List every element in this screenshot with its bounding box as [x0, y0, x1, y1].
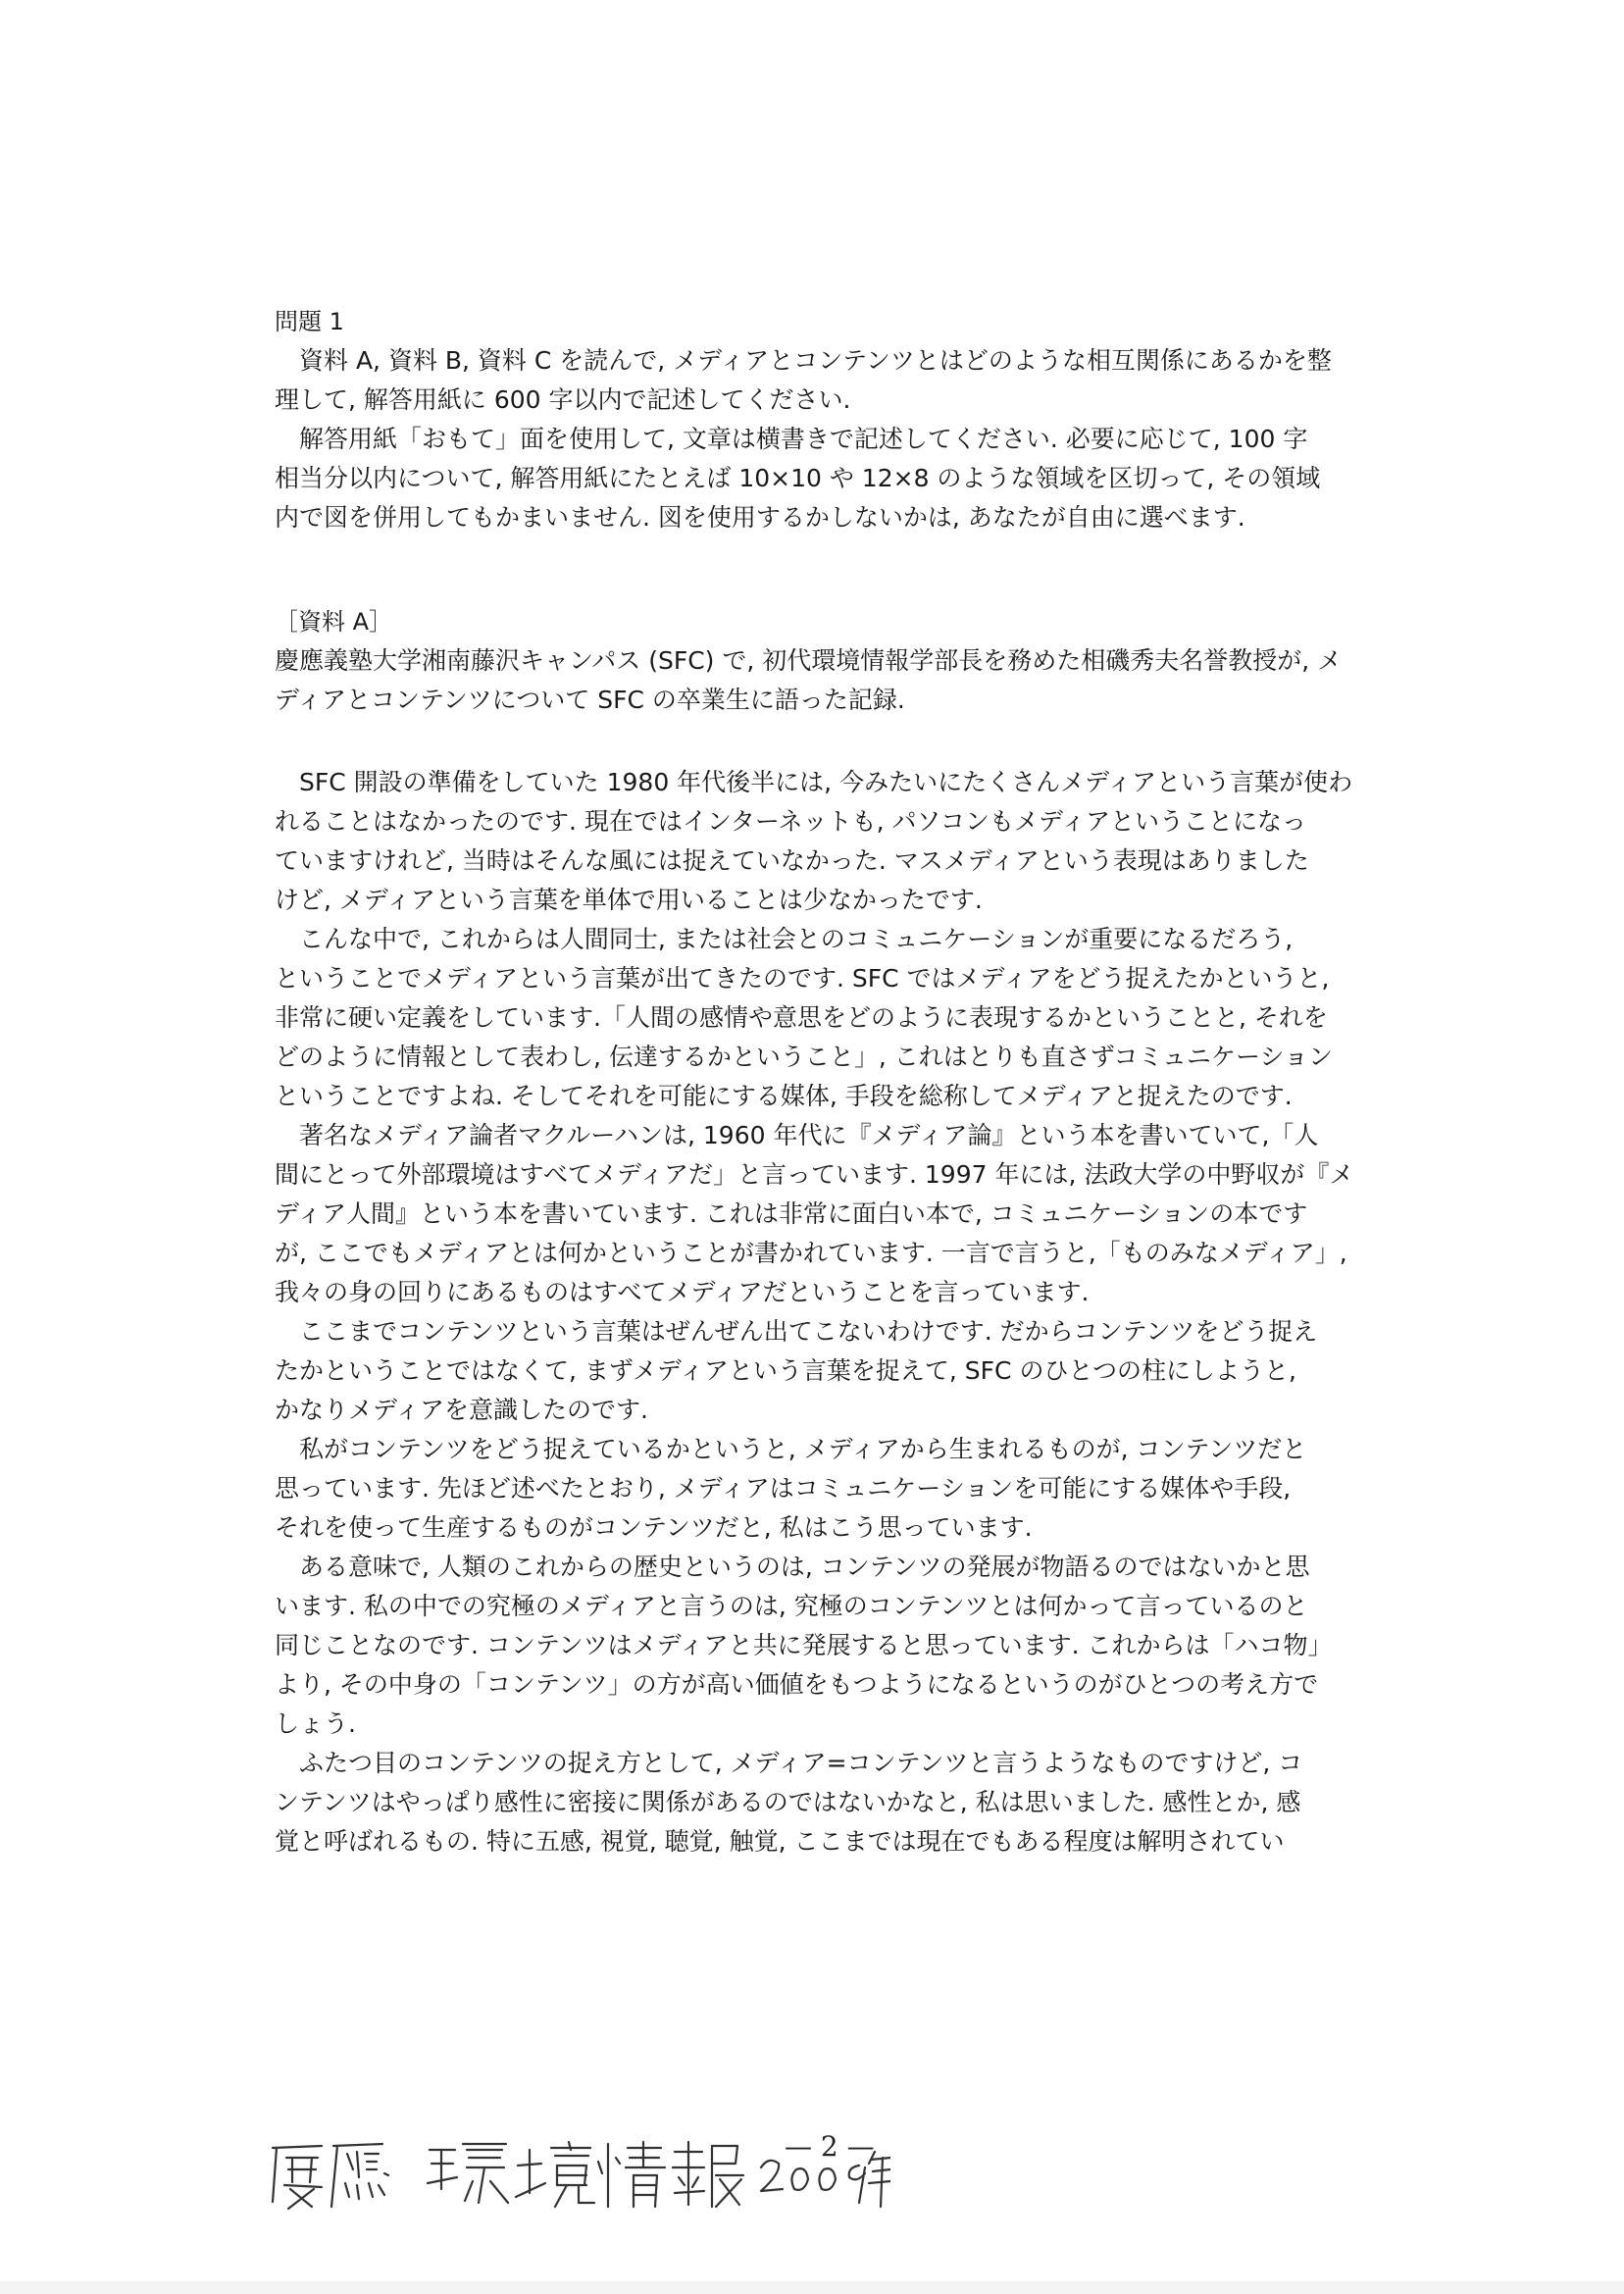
paragraph-line: 我々の身の回りにあるものはすべてメディアだということを言っています.	[275, 1278, 1090, 1306]
material-a-heading: ［資料 A］	[275, 608, 393, 636]
paragraph-line: ディア人間』という本を書いています. これは非常に面白い本で, コミュニケーションの本です	[275, 1199, 1308, 1228]
paragraph-line: ていますけれど, 当時はそんな風には捉えていなかった. マスメディアという表現はありました	[275, 846, 1309, 875]
document-body	[275, 302, 1373, 1861]
question-line: 内で図を併用してもかまいません. 図を使用するかしないかは, あなたが自由に選べます.	[275, 503, 1245, 532]
spacer	[275, 537, 1373, 602]
paragraph-line: それを使って生産するものがコンテンツだと, 私はこう思っています.	[275, 1513, 1033, 1542]
question-line: 相当分以内について, 解答用紙にたとえば 10×10 や 12×8 のような領域を区切って, その領域	[275, 464, 1321, 492]
paragraph-line: SFC 開設の準備をしていた 1980 年代後半には, 今みたいにたくさんメディアという言葉が使わ	[299, 768, 1353, 796]
paragraph-line: どのように情報として表わし, 伝達するかということ」, これはとりも直さずコミュニケーション	[275, 1043, 1334, 1071]
paragraph-line: 覚と呼ばれるもの. 特に五感, 視覚, 聴覚, 触覚, ここまでは現在でもある程度は解明されてい	[275, 1827, 1285, 1856]
paragraph-line: れることはなかったのです. 現在ではインターネットも, パソコンもメディアということになっ	[275, 807, 1307, 836]
paragraph-line: ンテンツはやっぱり感性に密接に関係があるのではないかなと, 私は思いました. 感性とか, 感	[275, 1788, 1301, 1816]
question-line: 理して, 解答用紙に 600 字以内で記述してください.	[275, 385, 851, 414]
material-a-intro-line: 慶應義塾大学湘南藤沢キャンパス (SFC) で, 初代環境情報学部長を務めた相磯秀夫名誉教授が, メ	[275, 646, 1343, 675]
material-a-intro-line: ディアとコンテンツについて SFC の卒業生に語った記録.	[275, 686, 905, 714]
paragraph-line: 同じことなのです. コンテンツはメディアと共に発展すると思っています. これからは「ハコ物」	[275, 1631, 1333, 1659]
scan-bottom-edge	[0, 2281, 1624, 2294]
paragraph-line: しょう.	[275, 1709, 356, 1738]
page-number: — 2 —	[785, 2130, 875, 2163]
paragraph-line: ふたつ目のコンテンツの捉え方として, メディア=コンテンツと言うようなものですけど, コ	[299, 1749, 1303, 1777]
question-line: 資料 A, 資料 B, 資料 C を読んで, メディアとコンテンツとはどのような相互関係にあるかを整	[299, 346, 1332, 375]
paragraph-line: 間にとって外部環境はすべてメディアだ」と言っています. 1997 年には, 法政大学の中野収が『メ	[275, 1160, 1354, 1189]
paragraph-line: 私がコンテンツをどう捉えているかというと, メディアから生まれるものが, コンテンツだと	[299, 1435, 1307, 1463]
paragraph-line: 著名なメディア論者マクルーハンは, 1960 年代に『メディア論』という本を書いていて,「人	[299, 1121, 1319, 1149]
paragraph-line: かなりメディアを意識したのです.	[275, 1396, 648, 1424]
paragraph-line: ある意味で, 人類のこれからの歴史というのは, コンテンツの発展が物語るのではないかと思	[299, 1553, 1310, 1581]
paragraph-line: ここまでコンテンツという言葉はぜんぜん出てこないわけです. だからコンテンツをどう捉え	[299, 1317, 1318, 1346]
paragraph-line: たかということではなくて, まずメディアという言葉を捉えて, SFC のひとつの柱にしようと,	[275, 1356, 1296, 1385]
paragraph-line: ということですよね. そしてそれを可能にする媒体, 手段を総称してメディアと捉えたのです.	[275, 1082, 1293, 1110]
question-title: 問題 1	[275, 308, 344, 335]
paragraph-line: 思っています. 先ほど述べたとおり, メディアはコミュニケーションを可能にする媒体や手段,	[275, 1474, 1292, 1503]
paragraph-line: けど, メディアという言葉を単体で用いることは少なかったです.	[275, 886, 983, 914]
paragraph-line: こんな中で, これからは人間同士, または社会とのコミュニケーションが重要になるだろう,	[299, 925, 1294, 953]
paragraph-line: 非常に硬い定義をしています.「人間の感情や意思をどのように表現するかということと, それを	[275, 1003, 1328, 1032]
paragraph-line: ということでメディアという言葉が出てきたのです. SFC ではメディアをどう捉えたかというと,	[275, 964, 1330, 993]
paragraph-line: います. 私の中での究極のメディアと言うのは, 究極のコンテンツとは何かって言っているのと	[275, 1592, 1308, 1620]
paragraph-line: が, ここでもメディアとは何かということが書かれています. 一言で言うと,「ものみなメディア」,	[275, 1239, 1347, 1267]
spacer	[275, 720, 1373, 763]
paragraph-line: より, その中身の「コンテンツ」の方が高い価値をもつようになるというのがひとつの考え方で	[275, 1670, 1319, 1699]
question-line: 解答用紙「おもて」面を使用して, 文章は横書きで記述してください. 必要に応じて, 100 字	[299, 425, 1308, 453]
